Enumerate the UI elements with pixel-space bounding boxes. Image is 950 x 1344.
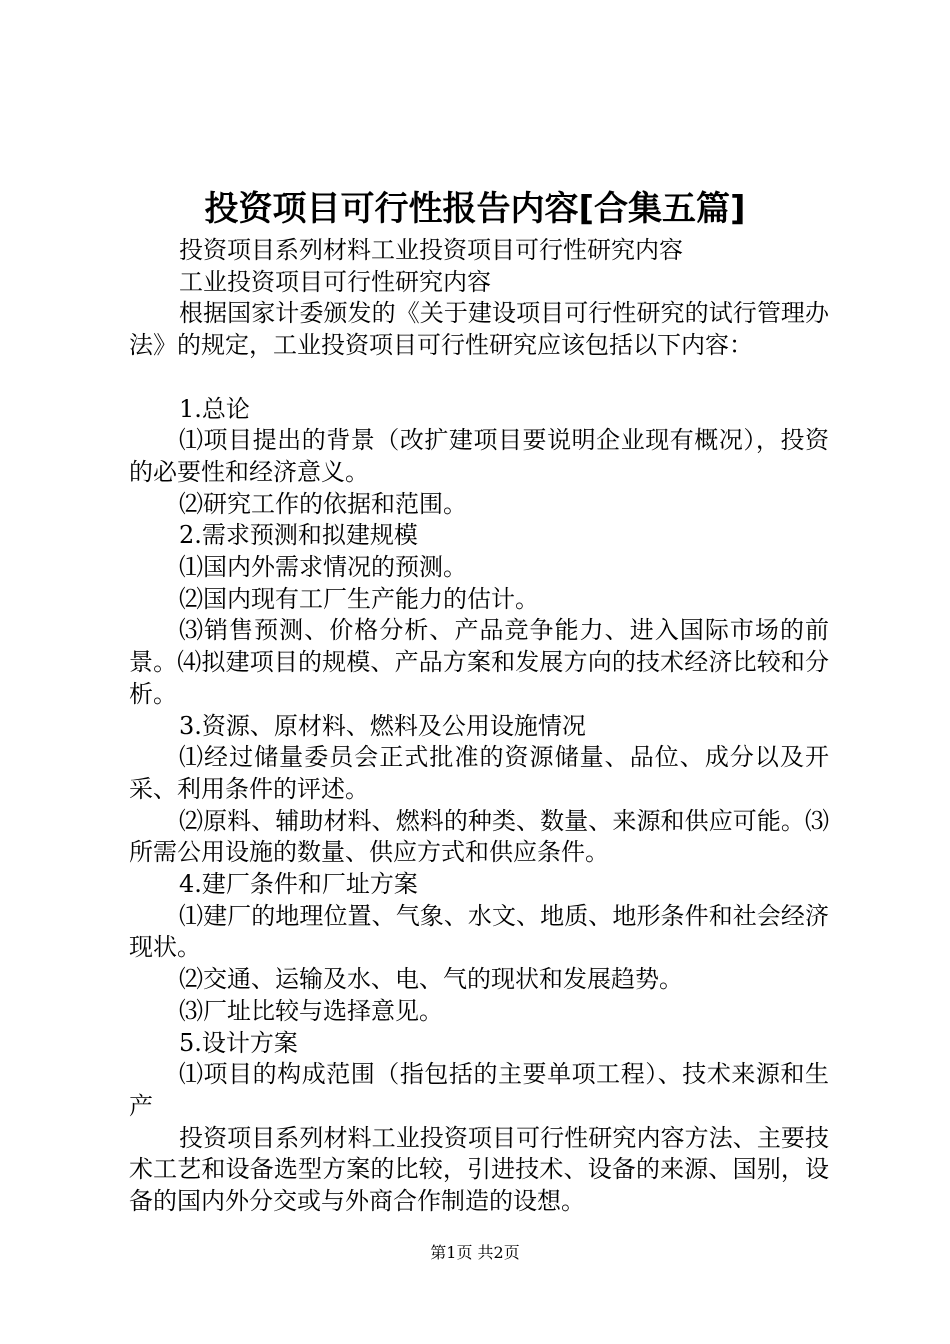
section-heading: 3.资源、原材料、燃料及公用设施情况: [179, 711, 586, 740]
paragraph: ⑶销售预测、价格分析、产品竞争能力、进入国际市场的前景。⑷拟建项目的规模、产品方案和发展方向的技术经济比较和分析。: [129, 616, 829, 708]
paragraph: 工业投资项目可行性研究内容: [179, 267, 491, 296]
section-heading: 2.需求预测和拟建规模: [179, 521, 418, 550]
paragraph: ⑵研究工作的依据和范围。: [179, 489, 467, 518]
document-title: 投资项目可行性报告内容[合集五篇]: [204, 189, 746, 229]
paragraph: ⑴国内外需求情况的预测。: [179, 553, 467, 582]
blank-line: [129, 362, 829, 394]
paragraph: ⑴经过储量委员会正式批准的资源储量、品位、成分以及开采、利用条件的评述。: [129, 743, 829, 803]
paragraph: ⑵原料、辅助材料、燃料的种类、数量、来源和供应可能。⑶所需公用设施的数量、供应方式和供应条件。: [129, 806, 829, 867]
paragraph: ⑶厂址比较与选择意见。: [179, 996, 443, 1025]
section-heading: 4.建厂条件和厂址方案: [179, 870, 418, 899]
paragraph: ⑵国内现有工厂生产能力的估计。: [179, 584, 539, 613]
document-body: [129, 235, 829, 1218]
paragraph: 投资项目系列材料工业投资项目可行性研究内容: [179, 236, 683, 264]
paragraph: ⑴项目的构成范围（指包括的主要单项工程）、技术来源和生产: [129, 1060, 829, 1120]
paragraph: ⑴项目提出的背景（改扩建项目要说明企业现有概况），投资的必要性和经济意义。: [129, 426, 829, 486]
page-footer: 第1页 共2页: [430, 1243, 520, 1262]
paragraph: 根据国家计委颁发的《关于建设项目可行性研究的试行管理办法》的规定，工业投资项目可行性研究应该包括以下内容：: [129, 299, 829, 360]
paragraph: ⑵交通、运输及水、电、气的现状和发展趋势。: [179, 965, 683, 994]
paragraph: ⑴建厂的地理位置、气象、水文、地质、地形条件和社会经济现状。: [129, 901, 829, 962]
paragraph: 投资项目系列材料工业投资项目可行性研究内容方法、主要技术工艺和设备选型方案的比较，引进技术、设备的来源、国别，设备的国内外分交或与外商合作制造的设想。: [129, 1123, 829, 1216]
section-heading: 5.设计方案: [179, 1028, 298, 1057]
section-heading: 1.总论: [179, 394, 250, 423]
